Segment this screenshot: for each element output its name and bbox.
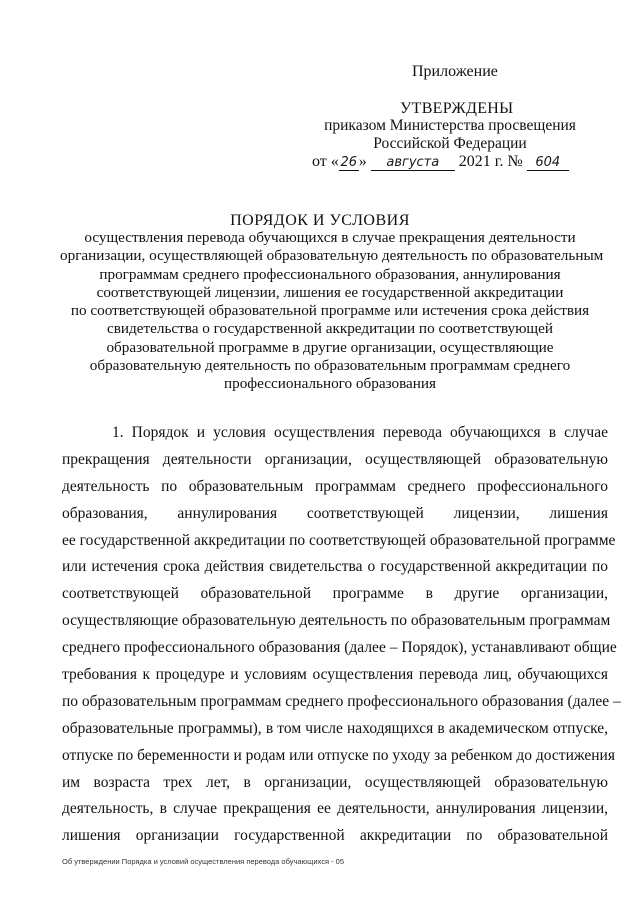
handwritten-order-number: 604 xyxy=(527,155,569,171)
subtitle-line: профессионального образования xyxy=(223,375,437,393)
handwritten-day: 26 xyxy=(340,155,358,170)
subtitle-line: свидетельства о государственной аккредитации по соответствующей xyxy=(107,320,553,338)
body-line: деятельность по образовательным программам среднего профессионального xyxy=(62,477,608,495)
body-line: или истечения срока действия свидетельства о государственной аккредитации по xyxy=(62,558,608,576)
date-mid: » xyxy=(358,153,367,170)
page-footer: Об утверждении Порядка и условий осуществления перевода обучающихся - 05 xyxy=(62,857,345,866)
body-line: по образовательным программам среднего профессионального образования (далее – xyxy=(62,692,621,710)
subtitle-line: образовательной программе в другие организации, осуществляющие xyxy=(106,338,554,356)
body-line: 1. Порядок и условия осуществления перевода обучающихся в случае xyxy=(112,424,608,441)
body-line: лишения организации государственной аккредитации по образовательной xyxy=(62,827,608,845)
document-title: ПОРЯДОК И УСЛОВИЯ xyxy=(230,212,410,229)
body-line: прекращения деятельности организации, осуществляющей образовательную xyxy=(62,450,608,468)
subtitle-line: по соответствующей образовательной программе или истечения срока действия xyxy=(70,302,590,320)
paragraph-1 xyxy=(62,420,621,850)
body-line: ее государственной аккредитации по соответствующей образовательной программе xyxy=(62,531,616,549)
body-line: среднего профессионального образования (далее – Порядок), устанавливают общие xyxy=(62,639,617,657)
appendix-label: Приложение xyxy=(412,63,498,80)
approved-label: УТВЕРЖДЕНЫ xyxy=(400,100,514,117)
document-subtitle xyxy=(60,229,604,394)
handwritten-month: августа xyxy=(371,155,455,171)
subtitle-line: программам среднего профессионального образования, аннулирования xyxy=(99,265,561,283)
body-line: им возраста трех лет, в организации, осуществляющей образовательную xyxy=(62,773,608,791)
body-line: осуществляющие образовательную деятельность по образовательным программам xyxy=(62,612,611,630)
date-prefix: от « xyxy=(312,153,339,170)
subtitle-line: соответствующей лицензии, лишения ее государственной аккредитации xyxy=(96,283,564,301)
subtitle-line: организации, осуществляющей образовательную деятельность по образовательным xyxy=(60,247,604,265)
subtitle-line: образовательную деятельность по образовательным программам среднего xyxy=(89,357,571,375)
body-line: соответствующей образовательной программе в другие организации, xyxy=(62,585,608,603)
body-line: деятельность, в случае прекращения ее деятельности, аннулирования лицензии, xyxy=(62,800,608,818)
body-line: отпуске по беременности и родам или отпуске по уходу за ребенком до достижения xyxy=(62,746,615,764)
body-line: образования, аннулирования соответствующей лицензии, лишения xyxy=(62,504,608,522)
date-year: 2021 г. № xyxy=(458,153,523,170)
order-line-ministry: приказом Министерства просвещения xyxy=(324,117,576,134)
body-line: требования к процедуре и условиям осуществления перевода лиц, обучающихся xyxy=(62,666,608,684)
body-line: образовательные программы), в том числе находящихся в академическом отпуске, xyxy=(62,719,608,737)
order-line-federation: Российской Федерации xyxy=(373,135,527,152)
subtitle-line: осуществления перевода обучающихся в случае прекращения деятельности xyxy=(84,229,576,246)
order-date-line xyxy=(312,153,569,171)
